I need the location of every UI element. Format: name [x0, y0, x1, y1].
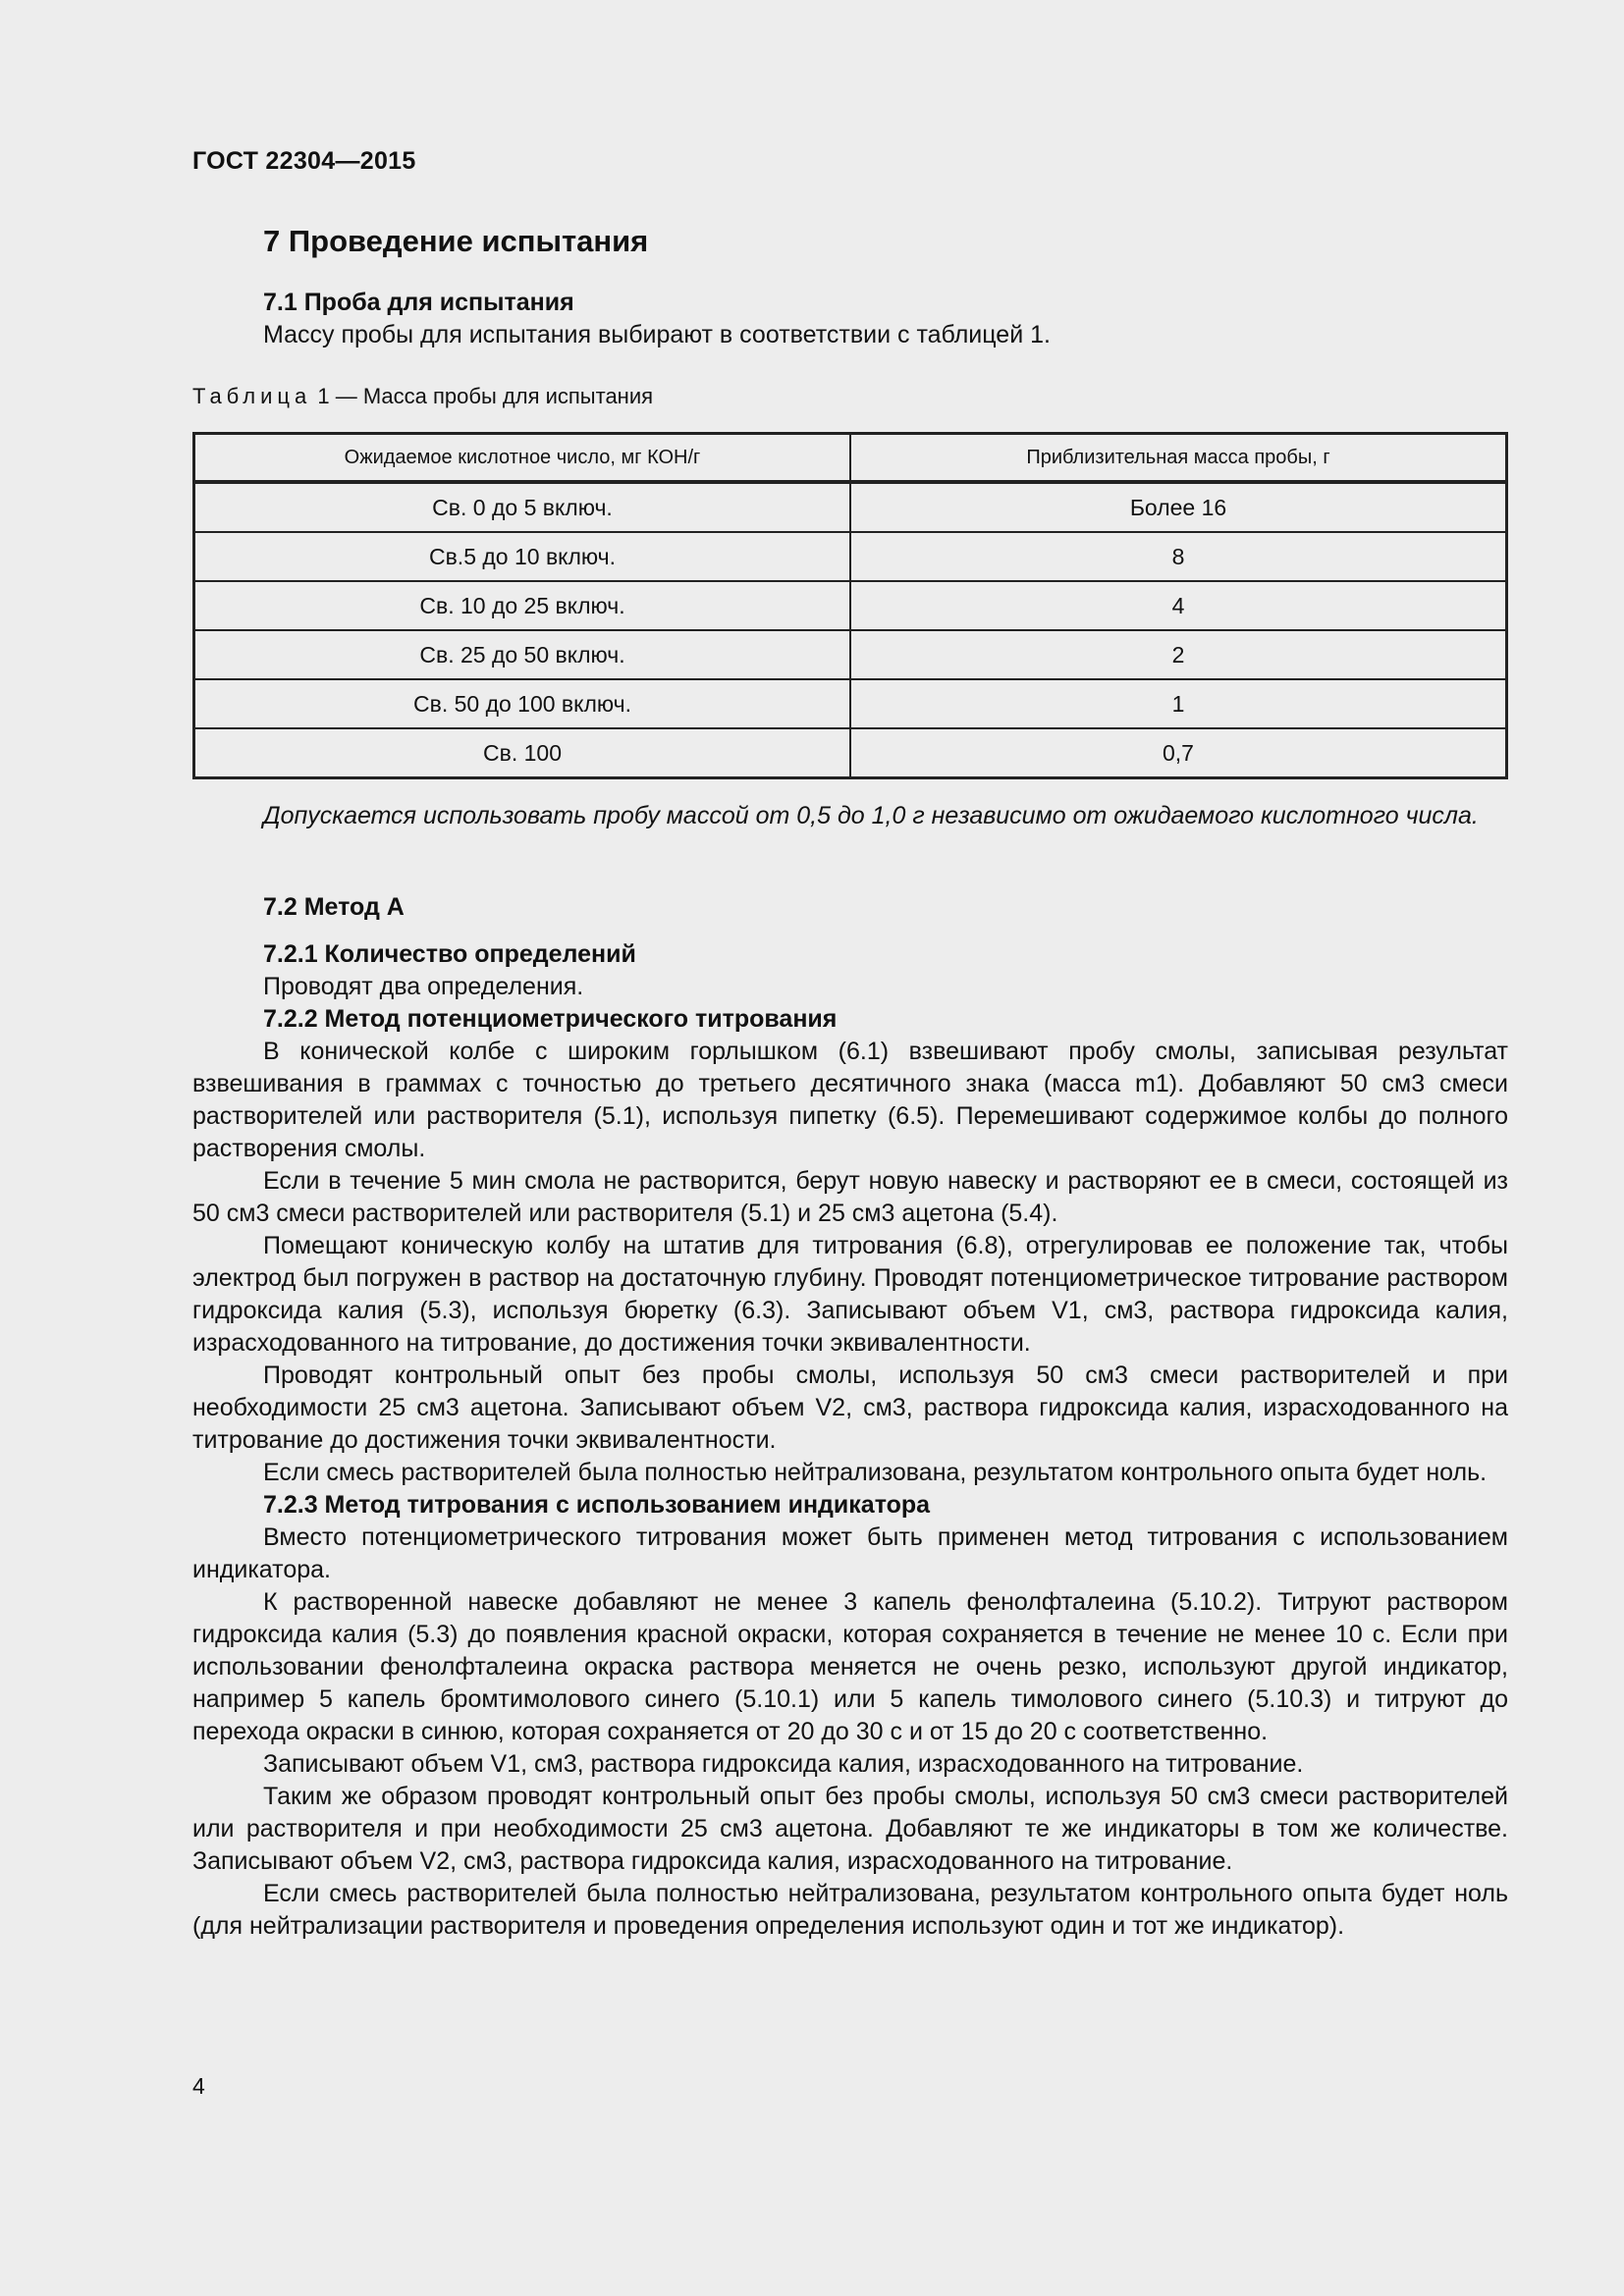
- paragraph: Записывают объем V1, см3, раствора гидроксида калия, израсходованного на титрование.: [263, 1750, 1304, 1778]
- paragraph: К растворенной навеске добавляют не менее 3 капель фенолфталеина (5.10.2). Титруют раствором гидроксида калия (5.3) до появления красной окраски, которая сохраняется в течение не менее 10 с. Если при использовании фенолфталеина окраска раствора меняется не очень резко, используют другой индикатор, например 5 капель бромтимолового синего (5.10.1) или 5 капель тимолового синего (5.10.3) и титруют до перехода окраски в синюю, которая сохраняется от 20 до 30 с и от 15 до 20 с соответственно.: [192, 1588, 1508, 1745]
- sample-mass-table: [192, 432, 1508, 779]
- sample-mass-cell: 2: [850, 630, 1507, 679]
- sample-mass-cell: 8: [850, 532, 1507, 581]
- acid-number-cell: Св. 100: [194, 728, 851, 778]
- acid-number-cell: Св. 50 до 100 включ.: [194, 679, 851, 728]
- method-body: [192, 1003, 1508, 1943]
- table-row: [194, 581, 1507, 630]
- document-code: ГОСТ 22304—2015: [192, 147, 416, 175]
- table-note: [192, 800, 1508, 832]
- sample-mass-cell: 1: [850, 679, 1507, 728]
- table-row: [194, 630, 1507, 679]
- sample-mass-cell: Более 16: [850, 482, 1507, 532]
- acid-number-cell: Св.5 до 10 включ.: [194, 532, 851, 581]
- column-header-sample-mass: Приблизительная масса пробы, г: [850, 434, 1507, 483]
- paragraph: Если в течение 5 мин смола не растворится, берут новую навеску и растворяют ее в смеси, состоящей из 50 см3 смеси растворителей или растворителя (5.1) и 25 см3 ацетона (5.4).: [192, 1167, 1508, 1227]
- acid-number-cell: Св. 0 до 5 включ.: [194, 482, 851, 532]
- subsection-text-7-1: Массу пробы для испытания выбирают в соответствии с таблицей 1.: [263, 321, 1051, 348]
- table-row: [194, 482, 1507, 532]
- paragraph: Если смесь растворителей была полностью нейтрализована, результатом контрольного опыта будет ноль (для нейтрализации растворителя и проведения определения используют один и тот же индикатор).: [192, 1880, 1508, 1940]
- section-title: 7 Проведение испытания: [263, 224, 649, 258]
- paragraph: Проводят контрольный опыт без пробы смолы, используя 50 см3 смеси растворителей и при необходимости 25 см3 ацетона. Записывают объем V2, см3, раствора гидроксида калия, израсходованного на титрование до достижения точки эквивалентности.: [192, 1362, 1508, 1454]
- subsection-title-7-1: 7.1 Проба для испытания: [263, 289, 574, 316]
- acid-number-cell: Св. 10 до 25 включ.: [194, 581, 851, 630]
- subsection-title-7-2: 7.2 Метод А: [263, 893, 405, 921]
- paragraph: Если смесь растворителей была полностью нейтрализована, результатом контрольного опыта будет ноль.: [263, 1459, 1488, 1486]
- note-text: Допускается использовать пробу массой от 0,5 до 1,0 г независимо от ожидаемого кислотного числа.: [263, 802, 1479, 829]
- sample-mass-cell: 0,7: [850, 728, 1507, 778]
- column-header-acid-number: Ожидаемое кислотное число, мг КОН/г: [194, 434, 851, 483]
- sample-mass-cell: 4: [850, 581, 1507, 630]
- subsection-title-7-2-3: 7.2.3 Метод титрования с использованием индикатора: [263, 1491, 931, 1519]
- table-caption-text: 1 — Масса пробы для испытания: [311, 384, 654, 408]
- subsection-text-7-2-1: Проводят два определения.: [263, 973, 584, 1000]
- acid-number-cell: Св. 25 до 50 включ.: [194, 630, 851, 679]
- page-number: 4: [192, 2073, 205, 2099]
- table-caption: [192, 384, 653, 409]
- table-row: [194, 728, 1507, 778]
- table-header-row: [194, 434, 1507, 483]
- table-caption-word: Таблица: [192, 384, 312, 408]
- subsection-title-7-2-2: 7.2.2 Метод потенциометрического титрования: [263, 1005, 838, 1033]
- table-row: [194, 679, 1507, 728]
- table-row: [194, 532, 1507, 581]
- paragraph: В конической колбе с широким горлышком (6.1) взвешивают пробу смолы, записывая результат взвешивания в граммах с точностью до третьего десятичного знака (масса m1). Добавляют 50 см3 смеси растворителей или растворителя (5.1), используя пипетку (6.5). Перемешивают содержимое колбы до полного растворения смолы.: [192, 1038, 1508, 1162]
- paragraph: Помещают коническую колбу на штатив для титрования (6.8), отрегулировав ее положение так, чтобы электрод был погружен в раствор на достаточную глубину. Проводят потенциометрическое титрование раствором гидроксида калия (5.3), используя бюретку (6.3). Записывают объем V1, см3, раствора гидроксида калия, израсходованного на титрование, до достижения точки эквивалентности.: [192, 1232, 1508, 1357]
- paragraph: Вместо потенциометрического титрования может быть применен метод титрования с использованием индикатора.: [192, 1523, 1508, 1583]
- subsection-title-7-2-1: 7.2.1 Количество определений: [263, 940, 636, 968]
- paragraph: Таким же образом проводят контрольный опыт без пробы смолы, используя 50 см3 смеси растворителей или растворителя и при необходимости 25 см3 ацетона. Добавляют те же индикаторы в том же количестве. Записывают объем V2, см3, раствора гидроксида калия, израсходованного на титрование.: [192, 1783, 1508, 1875]
